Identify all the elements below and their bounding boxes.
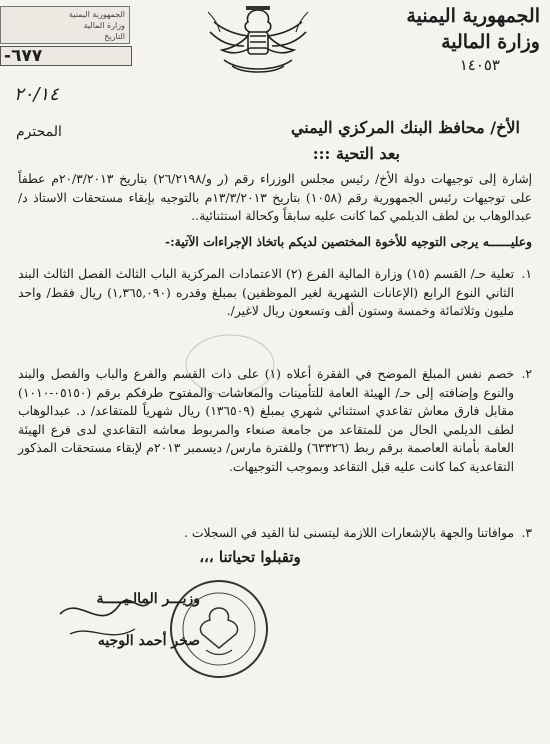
country-name: الجمهورية اليمنية [406,5,540,27]
item-text: تعلية حـ/ القسم (١٥) وزارة المالية الفرع (٢) الاعتمادات المركزية الباب الثالث الفصل الثالث البند الثاني النوع الرابع (الإعانات الشهرية لغير الموظفين) بمبلغ وقدره (١,٣٦٥,٠٩٠) ريال فقط/ واحد مليون وثلاثمائة وخمسة وستون ألف وتسعون ريال لاغير/. [18,267,515,318]
stamp-line: الجمهورية اليمنية [68,10,125,19]
item-text: موافاتنا والجهة بالإشعارات اللازمة ليتسنى لنا القيد في السجلات . [184,526,514,540]
item-number: ٢. [521,367,532,381]
handwritten-signature-icon [40,574,180,674]
item-number: ١. [521,267,532,281]
ministry-name: وزارة المالية [441,31,540,53]
greeting: بعد التحية ::: [312,144,400,163]
letterhead [380,4,540,74]
intro-paragraph: إشارة إلى توجيهات دولة الأخ/ رئيس مجلس الوزراء رقم (ر و/٢٦/٢١٩٨) بتاريخ ٢٠/٣/٢٠١٣م عطفاً على توجيهات رئيس الجمهورية رقم (١٠٥٨) بتاريخ ١٣/٣/٢٠١٣م بالتوجيه بإبقاء مستحقات الاستاذ د/ عبدالوهاب بن لطف الديلمي كما كانت عليه سابقاً وكحالة استثنائية.. [18,172,533,223]
letter-date: ٢٠/١٤ [14,84,59,105]
stamp-text-box [0,6,130,44]
reference-number: ١٤٠٥٣ [459,56,500,74]
minister-title: وزيـــر المالـيـــــة [96,591,200,607]
item-2 [18,365,532,476]
item-3 [18,524,532,543]
eagle-emblem-icon [204,2,312,80]
registration-stamp [0,4,150,64]
stamp-line: وزارة المالية [83,21,125,30]
minister-name: صخر أحمد الوجيه [97,633,200,649]
item-number: ٣. [521,526,532,540]
stamp-number: -٦٧٧ [0,46,132,66]
request-line: وعليــــــه يرجى التوجيه للأخوة المختصين لديكم باتخاذ الإجراءات الآتية:- [165,234,532,249]
item-text: خصم نفس المبلغ الموضح في الفقرة أعلاه (١) على ذات القسم والفرع والباب والفصل والبند والنوع وإضافته إلى حـ/ الهيئة العامة للتأمينات والمعاشات والمفتوح طرفكم برقم (٠٥١٥٠-١٠١٠) مقابل فارق معاش تقاعدي استثنائي شهري بمبلغ (١٣٦٥٠٩) ريال شهرياً للمتقاعد/ د. عبدالوهاب لطف الديلمي الحال من للمتقاعد من جامعة صنعاء والمربوط معاشه التقاعدي لدى فرع الهيئة العامة بأمانة العاصمة برقم ربط (٦٣٣٢٦) وللفترة مارس/ ديسمبر ٢٠١٣م لإبقاء مستحقات المذكور التقاعدية كما كانت عليه قبل التقاعد وبموجب التوجيهات. [18,367,515,474]
honorific: المحترم [16,124,62,140]
addressee: الأخ/ محافظ البنك المركزي اليمني [290,118,520,137]
stamp-line: التاريخ [104,32,125,41]
closing-line: وتقبلوا تحياتنا ،،، [199,548,301,566]
item-1 [18,265,532,321]
